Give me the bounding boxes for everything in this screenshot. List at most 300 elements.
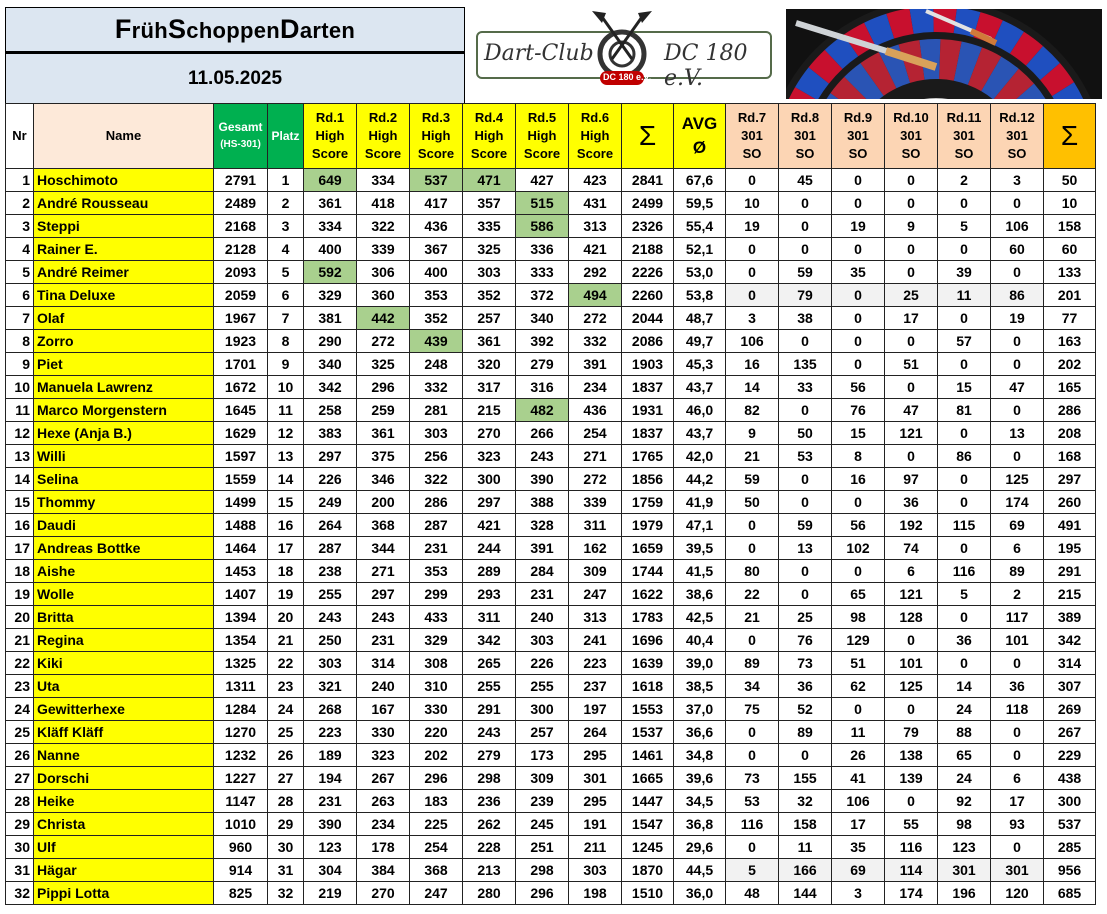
- cell-high-score[interactable]: 361: [357, 422, 410, 445]
- cell-high-score[interactable]: 279: [463, 744, 516, 767]
- cell-high-score[interactable]: 298: [516, 859, 569, 882]
- cell-gesamt[interactable]: 1967: [214, 307, 268, 330]
- cell-high-score[interactable]: 306: [357, 261, 410, 284]
- cell-high-score[interactable]: 223: [569, 652, 622, 675]
- cell-shootout[interactable]: 135: [779, 353, 832, 376]
- col-header-rd8[interactable]: [779, 104, 832, 169]
- cell-shootout[interactable]: 8: [832, 445, 885, 468]
- cell-shootout[interactable]: 98: [938, 813, 991, 836]
- cell-shootout[interactable]: 0: [779, 399, 832, 422]
- cell-sum-so[interactable]: 202: [1044, 353, 1096, 376]
- cell-shootout[interactable]: 17: [991, 790, 1044, 813]
- cell-sum-high[interactable]: 1783: [622, 606, 674, 629]
- cell-high-score[interactable]: 202: [410, 744, 463, 767]
- cell-nr[interactable]: 32: [6, 882, 34, 905]
- cell-high-score[interactable]: 391: [569, 353, 622, 376]
- col-header-rd4[interactable]: [463, 104, 516, 169]
- cell-high-score[interactable]: 372: [516, 284, 569, 307]
- cell-shootout[interactable]: 192: [885, 514, 938, 537]
- cell-shootout[interactable]: 19: [832, 215, 885, 238]
- cell-platz[interactable]: 15: [268, 491, 304, 514]
- cell-high-score[interactable]: 265: [463, 652, 516, 675]
- cell-shootout[interactable]: 73: [779, 652, 832, 675]
- cell-shootout[interactable]: 2: [991, 583, 1044, 606]
- cell-gesamt[interactable]: 1464: [214, 537, 268, 560]
- cell-shootout[interactable]: 0: [991, 399, 1044, 422]
- cell-shootout[interactable]: 0: [726, 836, 779, 859]
- cell-high-score[interactable]: 295: [569, 790, 622, 813]
- cell-high-score[interactable]: 339: [569, 491, 622, 514]
- cell-high-score[interactable]: 220: [410, 721, 463, 744]
- cell-shootout[interactable]: 114: [885, 859, 938, 882]
- cell-gesamt[interactable]: 1597: [214, 445, 268, 468]
- cell-shootout[interactable]: 52: [779, 698, 832, 721]
- cell-shootout[interactable]: 0: [991, 652, 1044, 675]
- col-header-sum-so[interactable]: Σ: [1044, 104, 1096, 169]
- cell-high-score[interactable]: 482: [516, 399, 569, 422]
- cell-shootout[interactable]: 6: [991, 767, 1044, 790]
- cell-high-score[interactable]: 361: [304, 192, 357, 215]
- cell-high-score[interactable]: 173: [516, 744, 569, 767]
- cell-high-score[interactable]: 194: [304, 767, 357, 790]
- cell-avg[interactable]: 53,8: [674, 284, 726, 307]
- cell-avg[interactable]: 39,6: [674, 767, 726, 790]
- cell-shootout[interactable]: 116: [726, 813, 779, 836]
- cell-high-score[interactable]: 334: [304, 215, 357, 238]
- cell-shootout[interactable]: 139: [885, 767, 938, 790]
- cell-shootout[interactable]: 53: [726, 790, 779, 813]
- cell-avg[interactable]: 45,3: [674, 353, 726, 376]
- cell-shootout[interactable]: 116: [885, 836, 938, 859]
- cell-high-score[interactable]: 649: [304, 169, 357, 192]
- cell-shootout[interactable]: 174: [885, 882, 938, 905]
- cell-shootout[interactable]: 11: [832, 721, 885, 744]
- cell-shootout[interactable]: 0: [832, 698, 885, 721]
- cell-shootout[interactable]: 0: [832, 284, 885, 307]
- cell-high-score[interactable]: 332: [410, 376, 463, 399]
- cell-nr[interactable]: 12: [6, 422, 34, 445]
- cell-shootout[interactable]: 101: [885, 652, 938, 675]
- cell-platz[interactable]: 12: [268, 422, 304, 445]
- cell-sum-so[interactable]: 307: [1044, 675, 1096, 698]
- cell-sum-high[interactable]: 1622: [622, 583, 674, 606]
- cell-sum-so[interactable]: 168: [1044, 445, 1096, 468]
- cell-sum-high[interactable]: 1618: [622, 675, 674, 698]
- cell-shootout[interactable]: 0: [991, 744, 1044, 767]
- cell-shootout[interactable]: 39: [938, 261, 991, 284]
- cell-shootout[interactable]: 155: [779, 767, 832, 790]
- cell-shootout[interactable]: 19: [726, 215, 779, 238]
- cell-high-score[interactable]: 344: [357, 537, 410, 560]
- cell-high-score[interactable]: 311: [463, 606, 516, 629]
- cell-shootout[interactable]: 89: [779, 721, 832, 744]
- cell-shootout[interactable]: 80: [726, 560, 779, 583]
- cell-platz[interactable]: 27: [268, 767, 304, 790]
- cell-gesamt[interactable]: 1407: [214, 583, 268, 606]
- cell-shootout[interactable]: 0: [779, 744, 832, 767]
- cell-high-score[interactable]: 238: [304, 560, 357, 583]
- cell-high-score[interactable]: 303: [569, 859, 622, 882]
- cell-shootout[interactable]: 98: [832, 606, 885, 629]
- cell-platz[interactable]: 26: [268, 744, 304, 767]
- cell-shootout[interactable]: 0: [832, 491, 885, 514]
- cell-sum-so[interactable]: 208: [1044, 422, 1096, 445]
- cell-nr[interactable]: 28: [6, 790, 34, 813]
- cell-gesamt[interactable]: 1453: [214, 560, 268, 583]
- cell-high-score[interactable]: 298: [463, 767, 516, 790]
- cell-high-score[interactable]: 200: [357, 491, 410, 514]
- cell-shootout[interactable]: 0: [938, 606, 991, 629]
- cell-platz[interactable]: 1: [268, 169, 304, 192]
- cell-sum-high[interactable]: 1856: [622, 468, 674, 491]
- cell-high-score[interactable]: 258: [304, 399, 357, 422]
- cell-sum-high[interactable]: 2499: [622, 192, 674, 215]
- cell-high-score[interactable]: 333: [516, 261, 569, 284]
- cell-shootout[interactable]: 32: [779, 790, 832, 813]
- cell-shootout[interactable]: 0: [885, 192, 938, 215]
- cell-nr[interactable]: 16: [6, 514, 34, 537]
- cell-avg[interactable]: 36,8: [674, 813, 726, 836]
- cell-high-score[interactable]: 340: [516, 307, 569, 330]
- cell-platz[interactable]: 32: [268, 882, 304, 905]
- cell-sum-high[interactable]: 2044: [622, 307, 674, 330]
- cell-sum-high[interactable]: 2086: [622, 330, 674, 353]
- cell-shootout[interactable]: 26: [832, 744, 885, 767]
- cell-high-score[interactable]: 247: [410, 882, 463, 905]
- cell-high-score[interactable]: 257: [463, 307, 516, 330]
- cell-name[interactable]: Manuela Lawrenz: [34, 376, 214, 399]
- cell-gesamt[interactable]: 1325: [214, 652, 268, 675]
- cell-shootout[interactable]: 0: [726, 514, 779, 537]
- cell-shootout[interactable]: 0: [885, 790, 938, 813]
- cell-shootout[interactable]: 47: [991, 376, 1044, 399]
- cell-high-score[interactable]: 271: [357, 560, 410, 583]
- cell-high-score[interactable]: 336: [516, 238, 569, 261]
- cell-avg[interactable]: 59,5: [674, 192, 726, 215]
- cell-platz[interactable]: 17: [268, 537, 304, 560]
- cell-high-score[interactable]: 268: [304, 698, 357, 721]
- cell-high-score[interactable]: 284: [516, 560, 569, 583]
- cell-high-score[interactable]: 417: [410, 192, 463, 215]
- cell-sum-high[interactable]: 2188: [622, 238, 674, 261]
- cell-sum-high[interactable]: 1870: [622, 859, 674, 882]
- cell-high-score[interactable]: 316: [516, 376, 569, 399]
- cell-nr[interactable]: 7: [6, 307, 34, 330]
- cell-high-score[interactable]: 431: [569, 192, 622, 215]
- col-header-rd10[interactable]: [885, 104, 938, 169]
- cell-name[interactable]: Christa: [34, 813, 214, 836]
- cell-gesamt[interactable]: 1232: [214, 744, 268, 767]
- cell-high-score[interactable]: 357: [463, 192, 516, 215]
- cell-shootout[interactable]: 35: [832, 836, 885, 859]
- cell-platz[interactable]: 7: [268, 307, 304, 330]
- cell-name[interactable]: Daudi: [34, 514, 214, 537]
- cell-nr[interactable]: 2: [6, 192, 34, 215]
- cell-high-score[interactable]: 264: [304, 514, 357, 537]
- cell-shootout[interactable]: 3: [832, 882, 885, 905]
- cell-high-score[interactable]: 228: [463, 836, 516, 859]
- cell-high-score[interactable]: 352: [463, 284, 516, 307]
- cell-shootout[interactable]: 0: [779, 215, 832, 238]
- cell-shootout[interactable]: 33: [779, 376, 832, 399]
- cell-shootout[interactable]: 144: [779, 882, 832, 905]
- cell-high-score[interactable]: 340: [304, 353, 357, 376]
- cell-high-score[interactable]: 303: [304, 652, 357, 675]
- cell-high-score[interactable]: 293: [463, 583, 516, 606]
- cell-avg[interactable]: 29,6: [674, 836, 726, 859]
- cell-shootout[interactable]: 6: [991, 537, 1044, 560]
- col-header-rd12[interactable]: [991, 104, 1044, 169]
- cell-shootout[interactable]: 0: [938, 652, 991, 675]
- cell-sum-high[interactable]: 2326: [622, 215, 674, 238]
- cell-high-score[interactable]: 123: [304, 836, 357, 859]
- cell-shootout[interactable]: 69: [991, 514, 1044, 537]
- cell-sum-so[interactable]: 133: [1044, 261, 1096, 284]
- cell-shootout[interactable]: 0: [938, 491, 991, 514]
- cell-gesamt[interactable]: 1394: [214, 606, 268, 629]
- cell-high-score[interactable]: 243: [304, 606, 357, 629]
- cell-shootout[interactable]: 0: [832, 560, 885, 583]
- cell-shootout[interactable]: 0: [938, 537, 991, 560]
- cell-shootout[interactable]: 0: [779, 192, 832, 215]
- cell-high-score[interactable]: 515: [516, 192, 569, 215]
- cell-high-score[interactable]: 231: [410, 537, 463, 560]
- cell-shootout[interactable]: 118: [991, 698, 1044, 721]
- cell-shootout[interactable]: 0: [726, 169, 779, 192]
- cell-name[interactable]: Marco Morgenstern: [34, 399, 214, 422]
- cell-high-score[interactable]: 313: [569, 215, 622, 238]
- cell-high-score[interactable]: 436: [410, 215, 463, 238]
- cell-high-score[interactable]: 297: [463, 491, 516, 514]
- cell-shootout[interactable]: 86: [938, 445, 991, 468]
- cell-gesamt[interactable]: 2791: [214, 169, 268, 192]
- cell-name[interactable]: André Rousseau: [34, 192, 214, 215]
- cell-sum-high[interactable]: 1979: [622, 514, 674, 537]
- cell-sum-high[interactable]: 1903: [622, 353, 674, 376]
- cell-nr[interactable]: 25: [6, 721, 34, 744]
- cell-high-score[interactable]: 250: [304, 629, 357, 652]
- cell-high-score[interactable]: 295: [569, 744, 622, 767]
- cell-sum-high[interactable]: 1547: [622, 813, 674, 836]
- cell-name[interactable]: Dorschi: [34, 767, 214, 790]
- cell-gesamt[interactable]: 1354: [214, 629, 268, 652]
- cell-shootout[interactable]: 11: [938, 284, 991, 307]
- cell-name[interactable]: Kiki: [34, 652, 214, 675]
- cell-shootout[interactable]: 10: [726, 192, 779, 215]
- cell-sum-so[interactable]: 285: [1044, 836, 1096, 859]
- cell-nr[interactable]: 8: [6, 330, 34, 353]
- cell-high-score[interactable]: 296: [410, 767, 463, 790]
- cell-name[interactable]: Steppi: [34, 215, 214, 238]
- cell-high-score[interactable]: 384: [357, 859, 410, 882]
- cell-high-score[interactable]: 421: [463, 514, 516, 537]
- cell-avg[interactable]: 38,5: [674, 675, 726, 698]
- cell-high-score[interactable]: 311: [569, 514, 622, 537]
- cell-high-score[interactable]: 271: [569, 445, 622, 468]
- cell-sum-so[interactable]: 269: [1044, 698, 1096, 721]
- cell-high-score[interactable]: 322: [357, 215, 410, 238]
- cell-shootout[interactable]: 0: [885, 376, 938, 399]
- cell-nr[interactable]: 5: [6, 261, 34, 284]
- cell-shootout[interactable]: 0: [832, 238, 885, 261]
- cell-shootout[interactable]: 76: [779, 629, 832, 652]
- cell-shootout[interactable]: 59: [726, 468, 779, 491]
- cell-high-score[interactable]: 243: [357, 606, 410, 629]
- cell-high-score[interactable]: 178: [357, 836, 410, 859]
- cell-sum-so[interactable]: 537: [1044, 813, 1096, 836]
- cell-high-score[interactable]: 342: [304, 376, 357, 399]
- cell-shootout[interactable]: 129: [832, 629, 885, 652]
- cell-high-score[interactable]: 247: [569, 583, 622, 606]
- cell-shootout[interactable]: 0: [885, 261, 938, 284]
- cell-high-score[interactable]: 189: [304, 744, 357, 767]
- cell-high-score[interactable]: 388: [516, 491, 569, 514]
- cell-platz[interactable]: 5: [268, 261, 304, 284]
- cell-shootout[interactable]: 9: [726, 422, 779, 445]
- cell-platz[interactable]: 23: [268, 675, 304, 698]
- cell-high-score[interactable]: 390: [516, 468, 569, 491]
- cell-high-score[interactable]: 309: [569, 560, 622, 583]
- cell-shootout[interactable]: 24: [938, 698, 991, 721]
- cell-nr[interactable]: 1: [6, 169, 34, 192]
- cell-shootout[interactable]: 79: [885, 721, 938, 744]
- col-header-rd11[interactable]: [938, 104, 991, 169]
- cell-shootout[interactable]: 0: [991, 836, 1044, 859]
- cell-high-score[interactable]: 335: [463, 215, 516, 238]
- cell-high-score[interactable]: 237: [569, 675, 622, 698]
- cell-nr[interactable]: 6: [6, 284, 34, 307]
- cell-high-score[interactable]: 323: [357, 744, 410, 767]
- cell-high-score[interactable]: 286: [410, 491, 463, 514]
- cell-high-score[interactable]: 223: [304, 721, 357, 744]
- cell-high-score[interactable]: 330: [410, 698, 463, 721]
- cell-name[interactable]: Zorro: [34, 330, 214, 353]
- cell-shootout[interactable]: 0: [885, 445, 938, 468]
- cell-shootout[interactable]: 0: [779, 330, 832, 353]
- cell-shootout[interactable]: 0: [832, 330, 885, 353]
- cell-avg[interactable]: 34,5: [674, 790, 726, 813]
- col-header-platz[interactable]: Platz: [268, 104, 304, 169]
- cell-shootout[interactable]: 13: [779, 537, 832, 560]
- cell-avg[interactable]: 48,7: [674, 307, 726, 330]
- cell-shootout[interactable]: 0: [779, 491, 832, 514]
- cell-shootout[interactable]: 48: [726, 882, 779, 905]
- cell-high-score[interactable]: 272: [569, 468, 622, 491]
- cell-shootout[interactable]: 16: [832, 468, 885, 491]
- cell-platz[interactable]: 21: [268, 629, 304, 652]
- cell-high-score[interactable]: 317: [463, 376, 516, 399]
- cell-high-score[interactable]: 383: [304, 422, 357, 445]
- cell-high-score[interactable]: 272: [569, 307, 622, 330]
- cell-sum-high[interactable]: 2226: [622, 261, 674, 284]
- cell-high-score[interactable]: 248: [410, 353, 463, 376]
- cell-platz[interactable]: 16: [268, 514, 304, 537]
- cell-shootout[interactable]: 3: [726, 307, 779, 330]
- cell-sum-so[interactable]: 195: [1044, 537, 1096, 560]
- cell-platz[interactable]: 9: [268, 353, 304, 376]
- cell-high-score[interactable]: 280: [463, 882, 516, 905]
- cell-shootout[interactable]: 60: [991, 238, 1044, 261]
- cell-shootout[interactable]: 0: [885, 629, 938, 652]
- cell-shootout[interactable]: 101: [991, 629, 1044, 652]
- cell-platz[interactable]: 25: [268, 721, 304, 744]
- cell-high-score[interactable]: 300: [516, 698, 569, 721]
- cell-high-score[interactable]: 471: [463, 169, 516, 192]
- cell-shootout[interactable]: 0: [832, 192, 885, 215]
- cell-name[interactable]: Kläff Kläff: [34, 721, 214, 744]
- cell-shootout[interactable]: 0: [726, 629, 779, 652]
- cell-high-score[interactable]: 251: [516, 836, 569, 859]
- cell-high-score[interactable]: 257: [516, 721, 569, 744]
- cell-shootout[interactable]: 47: [885, 399, 938, 422]
- cell-high-score[interactable]: 255: [463, 675, 516, 698]
- cell-shootout[interactable]: 45: [779, 169, 832, 192]
- cell-shootout[interactable]: 0: [832, 353, 885, 376]
- cell-high-score[interactable]: 433: [410, 606, 463, 629]
- cell-shootout[interactable]: 121: [885, 583, 938, 606]
- col-header-rd7[interactable]: [726, 104, 779, 169]
- cell-high-score[interactable]: 183: [410, 790, 463, 813]
- cell-high-score[interactable]: 391: [516, 537, 569, 560]
- cell-nr[interactable]: 9: [6, 353, 34, 376]
- cell-high-score[interactable]: 381: [304, 307, 357, 330]
- cell-shootout[interactable]: 93: [991, 813, 1044, 836]
- cell-platz[interactable]: 10: [268, 376, 304, 399]
- cell-shootout[interactable]: 14: [726, 376, 779, 399]
- cell-sum-high[interactable]: 1837: [622, 376, 674, 399]
- cell-nr[interactable]: 3: [6, 215, 34, 238]
- cell-name[interactable]: Ulf: [34, 836, 214, 859]
- cell-shootout[interactable]: 59: [779, 261, 832, 284]
- cell-avg[interactable]: 44,5: [674, 859, 726, 882]
- cell-avg[interactable]: 36,6: [674, 721, 726, 744]
- cell-shootout[interactable]: 0: [885, 169, 938, 192]
- cell-sum-high[interactable]: 1639: [622, 652, 674, 675]
- cell-gesamt[interactable]: 1629: [214, 422, 268, 445]
- cell-name[interactable]: Hoschimoto: [34, 169, 214, 192]
- cell-shootout[interactable]: 25: [779, 606, 832, 629]
- cell-gesamt[interactable]: 2128: [214, 238, 268, 261]
- col-header-sum-high[interactable]: Σ: [622, 104, 674, 169]
- cell-sum-high[interactable]: 1744: [622, 560, 674, 583]
- cell-nr[interactable]: 22: [6, 652, 34, 675]
- cell-shootout[interactable]: 81: [938, 399, 991, 422]
- cell-shootout[interactable]: 0: [726, 238, 779, 261]
- cell-shootout[interactable]: 50: [779, 422, 832, 445]
- cell-high-score[interactable]: 287: [304, 537, 357, 560]
- cell-name[interactable]: Willi: [34, 445, 214, 468]
- cell-shootout[interactable]: 5: [938, 215, 991, 238]
- cell-shootout[interactable]: 301: [991, 859, 1044, 882]
- cell-high-score[interactable]: 329: [410, 629, 463, 652]
- cell-high-score[interactable]: 231: [304, 790, 357, 813]
- cell-shootout[interactable]: 0: [779, 583, 832, 606]
- cell-sum-high[interactable]: 1553: [622, 698, 674, 721]
- col-header-gesamt[interactable]: [214, 104, 268, 169]
- cell-high-score[interactable]: 279: [516, 353, 569, 376]
- cell-high-score[interactable]: 197: [569, 698, 622, 721]
- cell-high-score[interactable]: 375: [357, 445, 410, 468]
- cell-high-score[interactable]: 303: [516, 629, 569, 652]
- cell-sum-high[interactable]: 2260: [622, 284, 674, 307]
- cell-shootout[interactable]: 15: [938, 376, 991, 399]
- cell-shootout[interactable]: 21: [726, 606, 779, 629]
- cell-shootout[interactable]: 0: [726, 721, 779, 744]
- cell-sum-so[interactable]: 291: [1044, 560, 1096, 583]
- cell-high-score[interactable]: 400: [410, 261, 463, 284]
- cell-high-score[interactable]: 162: [569, 537, 622, 560]
- cell-shootout[interactable]: 0: [938, 468, 991, 491]
